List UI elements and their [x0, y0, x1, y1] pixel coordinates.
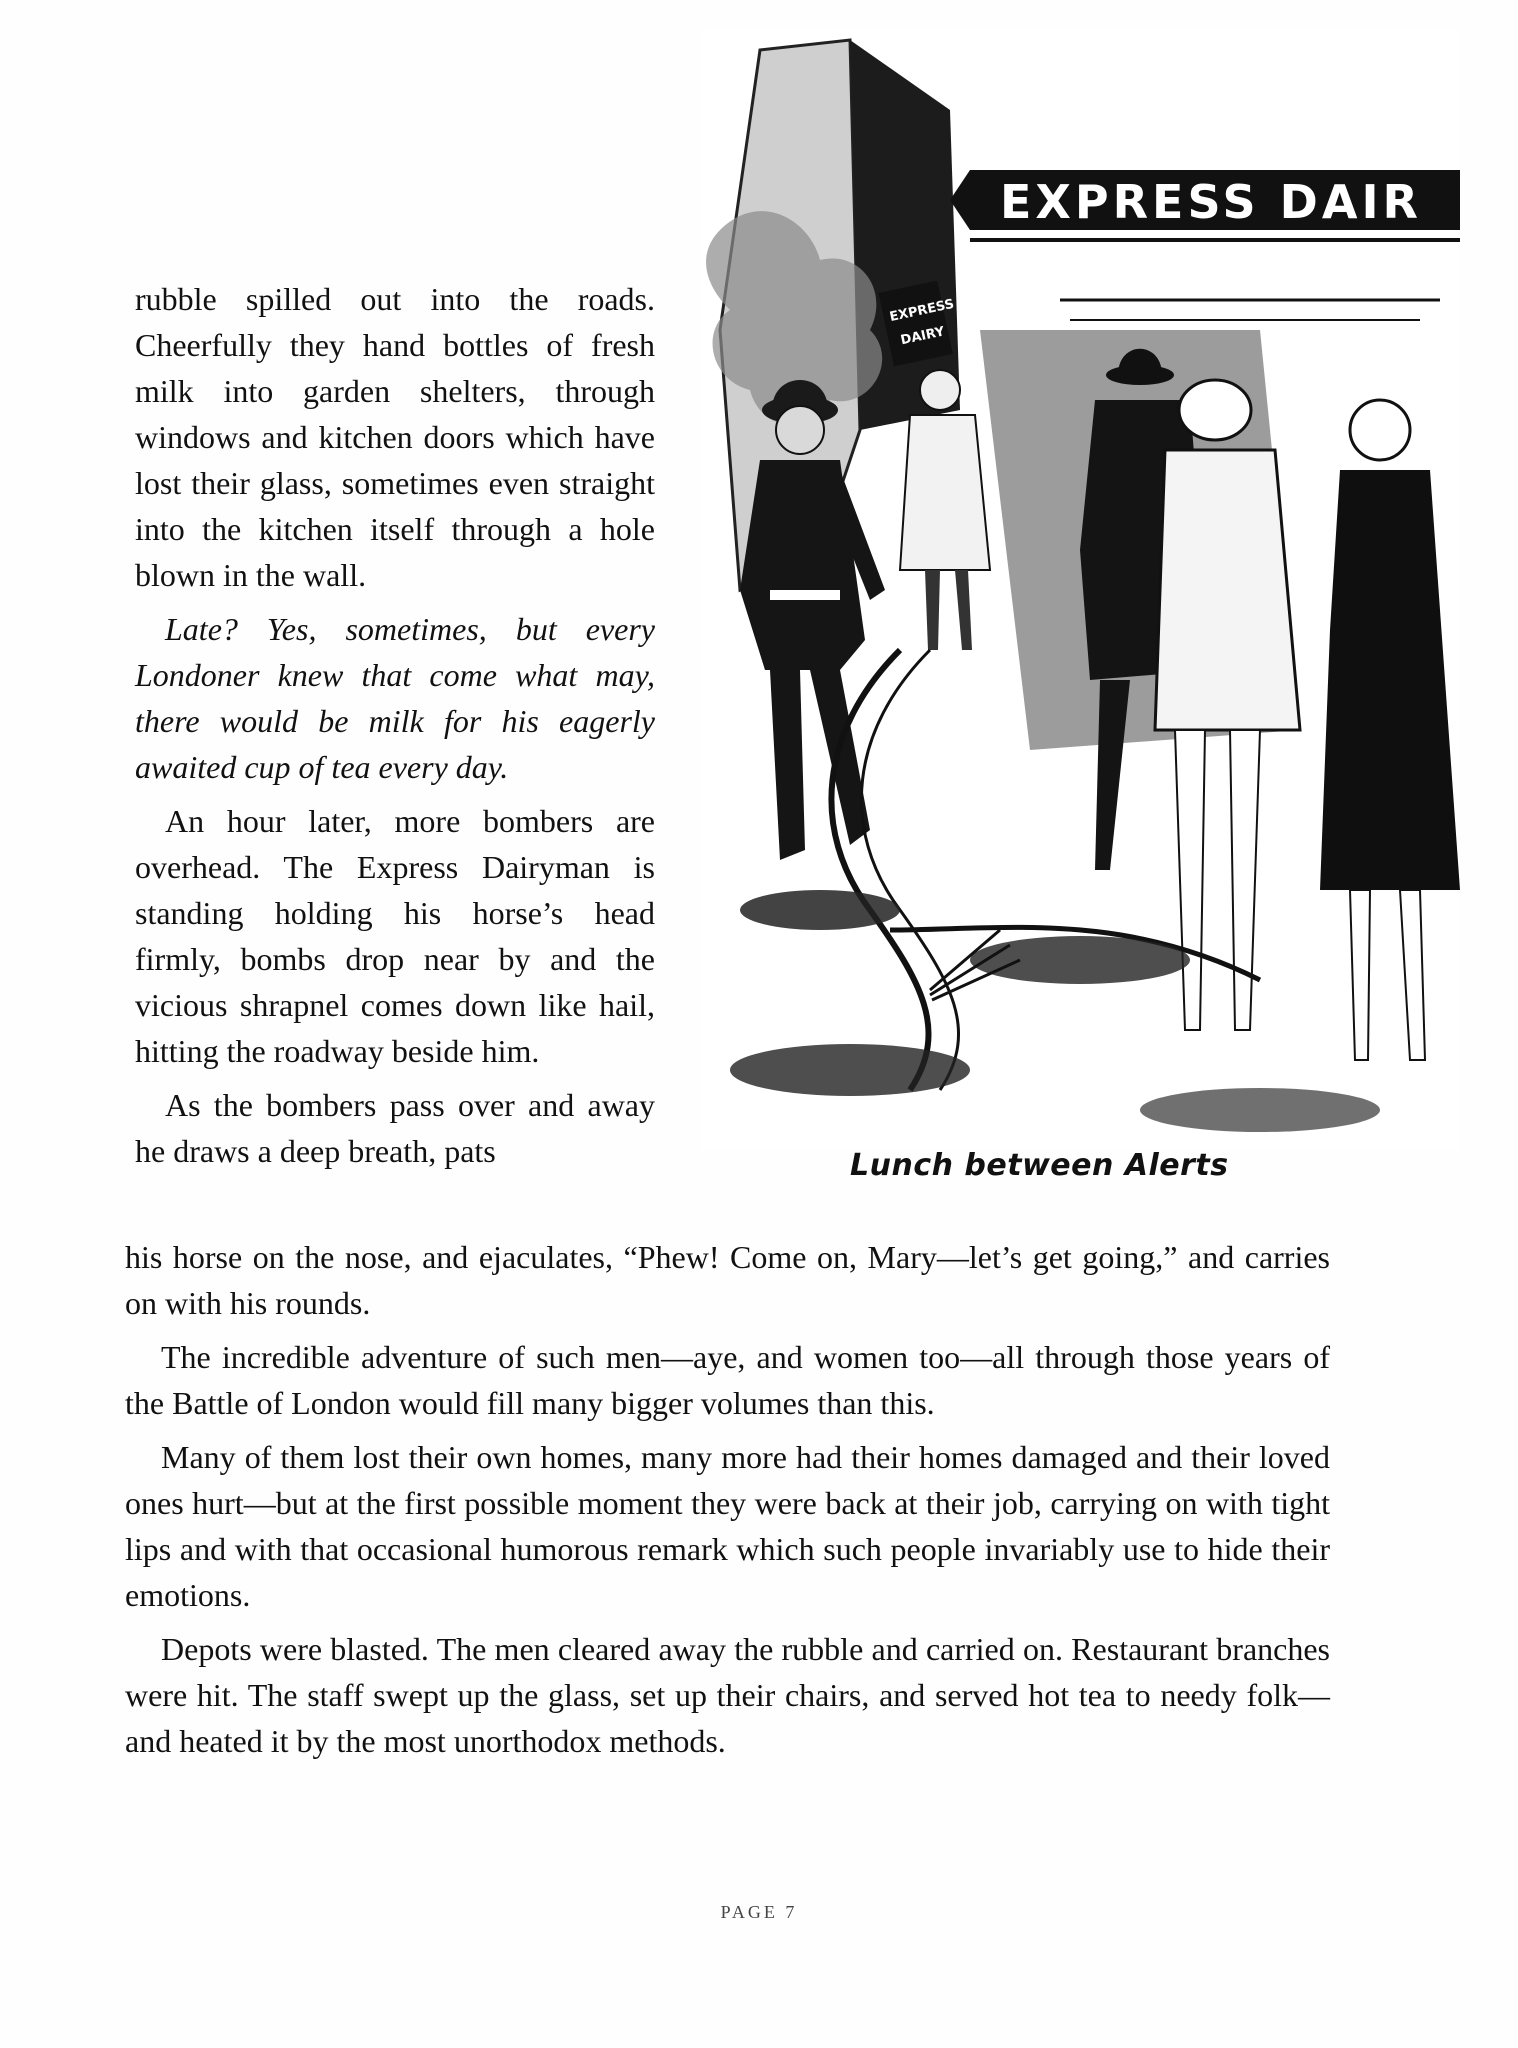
paragraph: An hour later, more bombers are overhead. The Express Dairyman is standing holding his horse’s head firmly, bombs drop near by and the vicious shrapnel comes down like hail, hitting the roadway beside him.: [135, 803, 655, 1069]
puddle: [740, 890, 900, 930]
small-sign-line1: EXPRESS: [888, 296, 956, 326]
paragraph: Many of them lost their own homes, many more had their homes damaged and their loved ones hurt—but at the first possible moment they were back at their job, carrying on with tight lips and with that occasional humorous remark which such people invariably use to hide their emotions.: [125, 1439, 1330, 1613]
paragraph: As the bombers pass over and away he draws a deep breath, pats: [135, 1087, 655, 1169]
paragraph: rubble spilled out into the roads. Cheerfully they hand bottles of fresh milk into garden shelters, through windows and kitchen doors which have lost their glass, sometimes even straight into the kitchen itself through a hole blown in the wall.: [135, 281, 655, 593]
paragraph: The incredible adventure of such men—aye, and women too—all through those years of the Battle of London would fill many bigger volumes than this.: [125, 1339, 1330, 1421]
paragraph-continuation: his horse on the nose, and ejaculates, “Phew! Come on, Mary—let’s get going,” and carries on with his rounds.: [125, 1239, 1330, 1321]
column-text: [135, 276, 655, 1182]
illustration-caption: Lunch between Alerts: [850, 1148, 1229, 1183]
italic-paragraph: Late? Yes, sometimes, but every Londoner knew that come what may, there would be milk for his eagerly awaited cup of tea every day.: [135, 611, 655, 785]
small-sign-line2: DAIRY: [899, 324, 946, 349]
street-illustration: [700, 30, 1460, 1150]
page-number: PAGE 7: [720, 1902, 798, 1922]
illustration-drawing: [700, 30, 1460, 1150]
shop-sign-text: EXPRESS DAIR: [1000, 175, 1422, 229]
full-width-text: [125, 1234, 1330, 1772]
paragraph: Depots were blasted. The men cleared away the rubble and carried on. Restaurant branches were hit. The staff swept up the glass, set up their chairs, and served hot tea to needy folk—and heated it by the most unorthodox methods.: [125, 1631, 1330, 1759]
